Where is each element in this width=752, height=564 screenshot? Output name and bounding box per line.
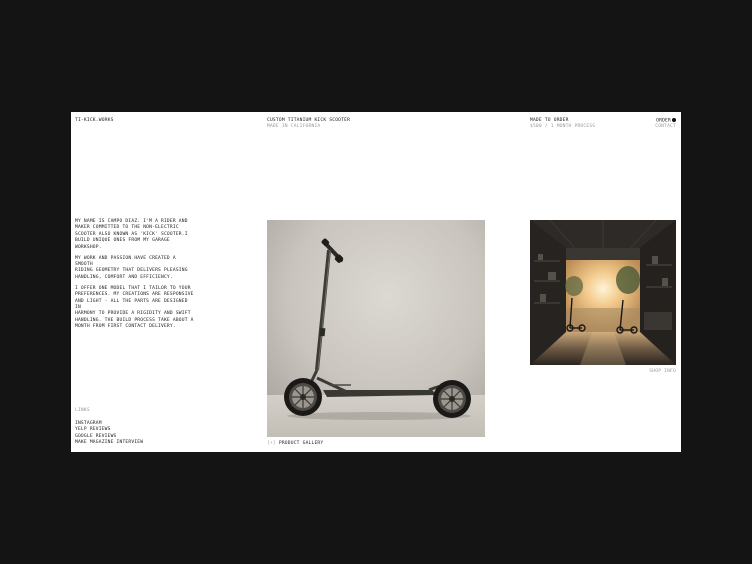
gallery-label: PRODUCT GALLERY — [278, 441, 324, 446]
garage-illustration — [530, 220, 676, 365]
expand-icon: [+] — [267, 441, 276, 446]
page-card — [71, 112, 681, 452]
link-instagram[interactable]: INSTAGRAM — [75, 421, 102, 426]
made-to-order-label: MADE TO ORDER — [530, 118, 569, 123]
link-make-magazine-interview[interactable]: MAKE MAGAZINE INTERVIEW — [75, 440, 144, 446]
product-title: CUSTOM TITANIUM KICK SCOOTER — [267, 118, 351, 123]
price-process: $500 / 1 MONTH PROCESS — [530, 124, 596, 129]
order-dot-icon — [672, 118, 676, 122]
bio-paragraph: I OFFER ONE MODEL THAT I TAILOR TO YOUR PREFERENCES. MY CREATIONS ARE RESPONSIVE AND LIGHT - ALL THE PARTS ARE DESIGNED IN HARMONY TO PROVIDE A RIGIDITY AND SWIFT HANDLING. THE BUILD PROCESS TAKE ABOUT A MONTH FROM FIRST CONTACT DELIVERY. — [75, 285, 194, 330]
order-label: ORDER — [656, 118, 671, 124]
link-google-reviews[interactable]: GOOGLE REVIEWS — [75, 433, 117, 439]
site-logo[interactable]: TI-KICK.WORKS — [75, 118, 114, 123]
product-gallery-link[interactable] — [267, 441, 323, 447]
links-list — [75, 421, 143, 447]
links-heading: LINKS — [75, 408, 90, 413]
link-yelp-reviews[interactable]: YELP REVIEWS — [75, 427, 111, 433]
bio-paragraph: MY WORK AND PASSION HAVE CREATED A SMOOTH RIDING GEOMETRY THAT DELIVERS PLEASING HANDLING, COMFORT AND EFFICIENCY. — [75, 255, 188, 280]
product-subtitle: MADE IN CALIFORNIA — [267, 124, 321, 129]
scooter-illustration — [267, 220, 485, 437]
bio-paragraph: MY NAME IS CAMPO DIAZ. I'M A RIDER AND MAKER COMMITTED TO THE NON-ELECTRIC SCOOTER ALSO KNOWN AS 'KICK' SCOOTER.I BUILD UNIQUE ONES FROM MY GARAGE WORKSHOP. — [75, 219, 188, 250]
contact-link[interactable]: CONTACT — [655, 124, 676, 129]
scooter-product-image[interactable] — [267, 220, 485, 437]
bio-section — [75, 219, 195, 335]
shop-info-link[interactable]: SHOP INFO — [649, 369, 676, 374]
garage-workshop-image[interactable] — [530, 220, 676, 365]
